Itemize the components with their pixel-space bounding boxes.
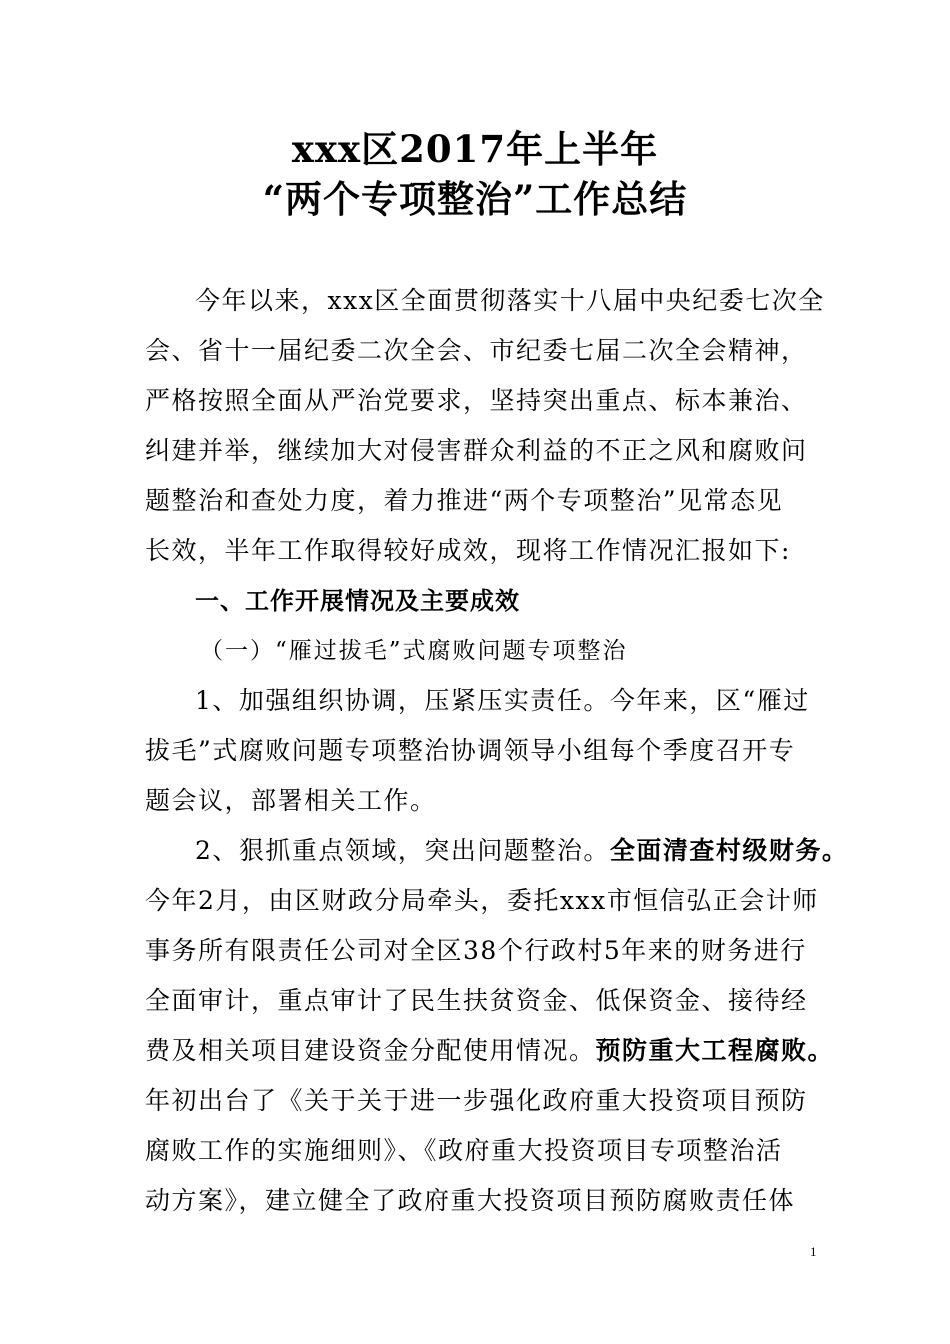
body-line: 拔毛”式腐败问题专项整治协调领导小组每个季度召开专 <box>145 736 796 765</box>
body-text: 2、狠抓重点领域，突出问题整治。 <box>195 836 610 865</box>
body-text: 费及相关项目建设资金分配使用情况。 <box>145 1036 596 1065</box>
body-line: 年初出台了《关于关于进一步强化政府重大投资项目预防 <box>145 1086 808 1115</box>
body-line: 严格按照全面从严治党要求，坚持突出重点、标本兼治、 <box>145 386 808 415</box>
body-line: 动方案》，建立健全了政府重大投资项目预防腐败责任体 <box>145 1186 796 1215</box>
document-body <box>145 276 849 1226</box>
bold-emphasis: 预防重大工程腐败。 <box>595 1036 835 1065</box>
body-line: 腐败工作的实施细则》、《政府重大投资项目专项整治活 <box>145 1136 783 1165</box>
body-line: 纠建并举，继续加大对侵害群众利益的不正之风和腐败问 <box>145 436 808 465</box>
page-number: 1 <box>810 1244 817 1259</box>
body-line: 今年2月，由区财政分局牵头，委托xxx市恒信弘正会计师 <box>145 886 819 915</box>
body-line: 1、加强组织协调，压紧压实责任。今年来，区“雁过 <box>195 686 810 715</box>
body-line: 题会议，部署相关工作。 <box>145 786 437 815</box>
document-title-line-1: xxx区2017年上半年 <box>291 127 659 171</box>
body-line: 今年以来，xxx区全面贯彻落实十八届中央纪委七次全 <box>195 286 825 315</box>
body-line: 会、省十一届纪委二次全会、市纪委七届二次全会精神， <box>145 336 808 365</box>
body-line <box>145 826 849 876</box>
document-title-line-2: “两个专项整治”工作总结 <box>262 177 688 221</box>
body-line <box>145 1026 835 1076</box>
body-line: 题整治和查处力度，着力推进“两个专项整治”见常态见 <box>145 486 784 515</box>
section-heading: 一、工作开展情况及主要成效 <box>195 587 520 615</box>
subsection-heading: （一）“雁过拔毛”式腐败问题专项整治 <box>200 638 628 664</box>
body-line: 长效，半年工作取得较好成效，现将工作情况汇报如下: <box>145 536 791 565</box>
body-line: 全面审计，重点审计了民生扶贫资金、低保资金、接待经 <box>145 986 808 1015</box>
bold-emphasis: 全面清查村级财务。 <box>609 836 849 865</box>
body-line: 事务所有限责任公司对全区38个行政村5年来的财务进行 <box>145 936 807 965</box>
